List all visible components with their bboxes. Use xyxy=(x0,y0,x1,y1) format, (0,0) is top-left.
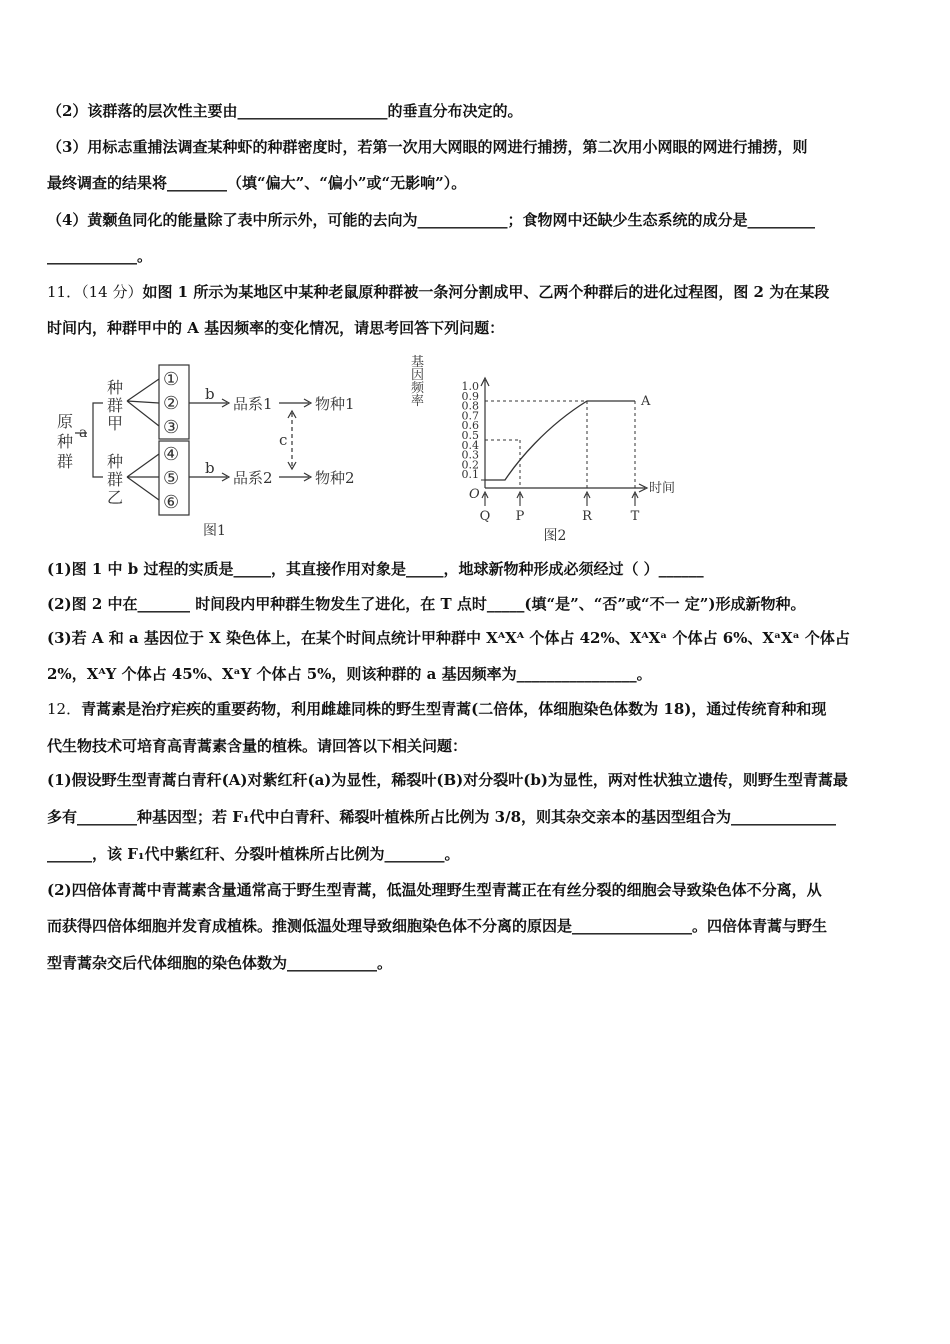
q12-heading-text: 青蒿素是治疗疟疾的重要药物，利用雌雄同株的野生型青蒿(二倍体，体细胞染色体数为 18)，通过传统育种和现 xyxy=(81,700,827,718)
q10-part3-line1: （3）用标志重捕法调查某种虾的种群密度时，若第一次用大网眼的网进行捕捞，第二次用小网眼的网进行捕捞，则 xyxy=(47,138,808,156)
fig1-pop-jia-char: 种 xyxy=(107,378,124,397)
q12-sub2-line1: (2)四倍体青蒿中青蒿素含量通常高于野生型青蒿，低温处理野生型青蒿正在有丝分裂的细胞会导致染色体不分离，从 xyxy=(47,881,822,899)
q11-score: （14 分） xyxy=(81,283,143,301)
q11-sub3-line2: 2%，XᴬY 个体占 45%、XᵃY 个体占 5%，则该种群的 a 基因频率为________________。 xyxy=(47,665,652,683)
fig1-species-1: 物种1 xyxy=(315,395,355,413)
fig2-xpoint-r: R xyxy=(582,509,592,524)
fig1-circle-2: ② xyxy=(163,393,180,414)
q12-heading-line2: 代生物技术可培育高青蒿素含量的植株。请回答以下相关问题： xyxy=(47,737,468,755)
fig2-ylabel-char: 因 xyxy=(411,368,425,383)
q12-heading-line1 xyxy=(47,699,826,719)
fig1-arrow-c-label: c xyxy=(279,431,288,449)
q10-part2: （2）该群落的层次性主要由____________________的垂直分布决定的。 xyxy=(47,102,523,120)
fig1-circle-6: ⑥ xyxy=(163,492,180,513)
fig1-pop-yi-char: 种 xyxy=(107,452,124,471)
fig2-ylabel-char: 基 xyxy=(411,355,425,370)
fig1-pop-jia-char: 甲 xyxy=(107,414,124,433)
fig1-caption: 图1 xyxy=(203,523,226,539)
fig2-ylabel-char: 频 xyxy=(411,381,425,396)
fig2-xpoint-t: T xyxy=(630,509,640,524)
fig2-ytick-label: 0.8 xyxy=(461,399,479,413)
fig1-species-2: 物种2 xyxy=(315,469,355,487)
fig2-xpoint-p: P xyxy=(515,509,525,524)
q12-number: 12． xyxy=(47,700,82,718)
fig2-xlabel: 时间 xyxy=(649,481,676,496)
fig2-ytick-label: 0.4 xyxy=(461,438,479,452)
fig1-strain-2: 品系2 xyxy=(233,469,273,487)
fig1-origin-char: 原 xyxy=(57,412,74,431)
figure-1-evolution-diagram xyxy=(47,355,377,545)
fig2-ytick-label: 0.3 xyxy=(461,448,479,462)
fig2-ytick-label: 0.1 xyxy=(461,468,479,482)
q11-number: 11． xyxy=(47,283,82,301)
q10-part3-line2: 最终调查的结果将________（填“偏大”、“偏小”或“无影响”）。 xyxy=(47,174,467,192)
fig2-ytick-label: 0.5 xyxy=(461,429,479,442)
fig1-pop-yi-char: 群 xyxy=(107,470,124,489)
fig1-origin-char: 种 xyxy=(57,432,74,451)
q12-sub1-line1: (1)假设野生型青蒿白青秆(A)对紫红秆(a)为显性，稀裂叶(B)对分裂叶(b)为显性，两对性状独立遗传，则野生型青蒿最 xyxy=(47,771,848,789)
fig1-circle-4: ④ xyxy=(163,444,180,465)
fig1-arrow-a-label: a xyxy=(79,425,88,441)
fig2-frequency-curve xyxy=(485,401,635,480)
fig2-ytick-label: 0.2 xyxy=(461,458,479,472)
q10-part4-line1: （4）黄颡鱼同化的能量除了表中所示外，可能的去向为____________；食物网中还缺少生态系统的成分是_________ xyxy=(47,211,815,229)
fig2-ytick-label: 1.0 xyxy=(461,380,479,393)
q12-sub1-line3: ______，该 F₁代中紫红秆、分裂叶植株所占比例为________。 xyxy=(47,845,460,863)
fig1-arrow-b-label: b xyxy=(205,459,215,477)
fig2-xpoint-q: Q xyxy=(479,509,491,524)
fig2-ytick-label: 0.9 xyxy=(461,389,479,403)
figure-2-gene-frequency-chart xyxy=(405,352,695,547)
fig2-curve-label: A xyxy=(641,394,651,409)
q12-sub2-line2: 而获得四倍体细胞并发育成植株。推测低温处理导致细胞染色体不分离的原因是________________。四倍体青蒿与野生 xyxy=(47,917,828,935)
fig1-circle-1: ① xyxy=(163,369,180,390)
q12-sub1-line2: 多有________种基因型；若 F₁代中白青秆、稀裂叶植株所占比例为 3/8，则其杂交亲本的基因型组合为______________ xyxy=(47,808,837,826)
fig2-ytick-label: 0.6 xyxy=(461,419,479,433)
q11-sub2: (2)图 2 中在_______ 时间段内甲种群生物发生了进化，在 T 点时_____(填“是”、“否”或“不一 定”)形成新物种。 xyxy=(47,595,806,613)
fig2-caption: 图2 xyxy=(543,528,567,544)
fig1-circle-3: ③ xyxy=(163,417,180,438)
q11-heading-text: 如图 1 所示为某地区中某种老鼠原种群被一条河分割成甲、乙两个种群后的进化过程图，图 2 为在某段 xyxy=(142,283,830,301)
fig1-origin-char: 群 xyxy=(57,452,74,471)
q11-sub3-line1: (3)若 A 和 a 基因位于 X 染色体上，在某个时间点统计甲种群中 XᴬXᴬ 个体占 42%、XᴬXᵃ 个体占 6%、XᵃXᵃ 个体占 xyxy=(47,629,850,647)
fig1-pop-yi-char: 乙 xyxy=(107,488,124,507)
q10-part4-line2: ____________。 xyxy=(47,247,153,265)
fig1-strain-1: 品系1 xyxy=(233,395,273,413)
q11-sub1: (1)图 1 中 b 过程的实质是_____，其直接作用对象是_____，地球新物种形成必须经过（ ）______ xyxy=(47,560,704,578)
fig1-circle-5: ⑤ xyxy=(163,468,180,489)
fig1-pop-jia-char: 群 xyxy=(107,396,124,415)
fig2-origin: O xyxy=(469,487,480,502)
q11-heading-line1 xyxy=(47,282,829,302)
fig2-ytick-label: 0.7 xyxy=(461,409,479,423)
fig1-arrow-b-label: b xyxy=(205,385,215,403)
q11-heading-line2: 时间内，种群甲中的 A 基因频率的变化情况，请思考回答下列问题： xyxy=(47,319,505,337)
q12-sub2-line3: 型青蒿杂交后代体细胞的染色体数为____________。 xyxy=(47,954,393,972)
fig2-ylabel-char: 率 xyxy=(411,394,425,409)
